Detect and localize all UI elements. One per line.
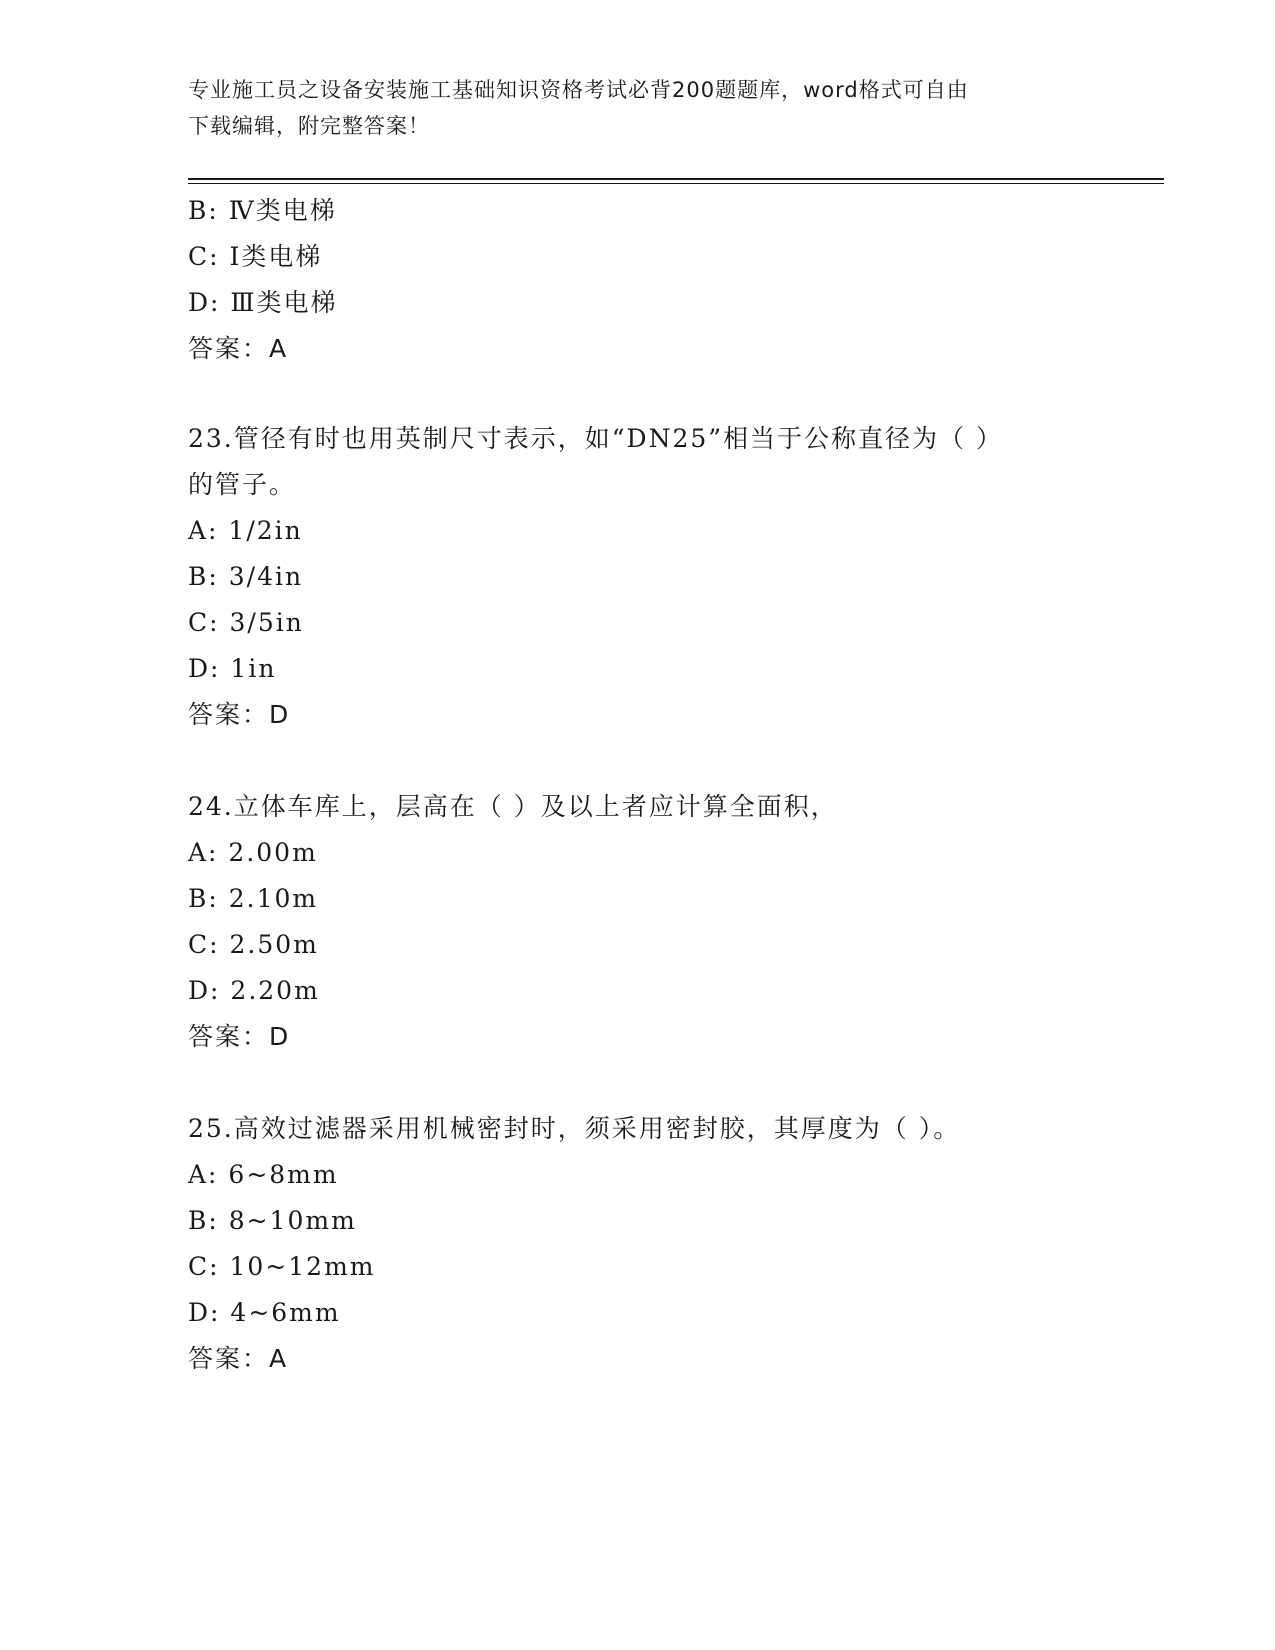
question-stem: 24.立体车库上，层高在（ ）及以上者应计算全面积， bbox=[188, 792, 838, 821]
option-c: C: 3/5in bbox=[188, 608, 304, 637]
answer-line: 答案：A bbox=[188, 334, 289, 363]
header-divider-thick bbox=[188, 178, 1164, 180]
option-d: D: 1in bbox=[188, 654, 277, 683]
option-c: C: Ⅰ类电梯 bbox=[188, 242, 323, 271]
answer-line: 答案：D bbox=[188, 1022, 291, 1051]
header-title-line-2: 下载编辑，附完整答案！ bbox=[188, 114, 430, 138]
option-a: A: 2.00m bbox=[188, 838, 318, 867]
option-b: B: 2.10m bbox=[188, 884, 319, 913]
answer-line: 答案：A bbox=[188, 1344, 289, 1373]
question-24 bbox=[188, 784, 1088, 1060]
answer-line: 答案：D bbox=[188, 700, 291, 729]
question-list bbox=[188, 188, 1088, 1382]
document-header bbox=[188, 72, 1088, 144]
option-d: D: Ⅲ类电梯 bbox=[188, 288, 338, 317]
option-d: D: 2.20m bbox=[188, 976, 320, 1005]
option-c: C: 2.50m bbox=[188, 930, 319, 959]
option-d: D: 4~6mm bbox=[188, 1298, 341, 1327]
header-divider-thin bbox=[188, 183, 1164, 184]
question-stem: 25.高效过滤器采用机械密封时，须采用密封胶，其厚度为（ ）。 bbox=[188, 1114, 961, 1143]
previous-question-remainder bbox=[188, 188, 1088, 372]
question-stem-continued: 的管子。 bbox=[188, 470, 297, 499]
question-23 bbox=[188, 416, 1088, 738]
question-stem: 23.管径有时也用英制尺寸表示，如“DN25”相当于公称直径为（ ） bbox=[188, 424, 1003, 453]
question-25 bbox=[188, 1106, 1088, 1382]
option-b: B: Ⅳ类电梯 bbox=[188, 196, 337, 225]
option-b: B: 3/4in bbox=[188, 562, 304, 591]
header-title-line-1: 专业施工员之设备安装施工基础知识资格考试必背200题题库，word格式可自由 bbox=[188, 78, 969, 102]
option-c: C: 10~12mm bbox=[188, 1252, 376, 1281]
option-b: B: 8~10mm bbox=[188, 1206, 357, 1235]
option-a: A: 6~8mm bbox=[188, 1160, 339, 1189]
option-a: A: 1/2in bbox=[188, 516, 303, 545]
